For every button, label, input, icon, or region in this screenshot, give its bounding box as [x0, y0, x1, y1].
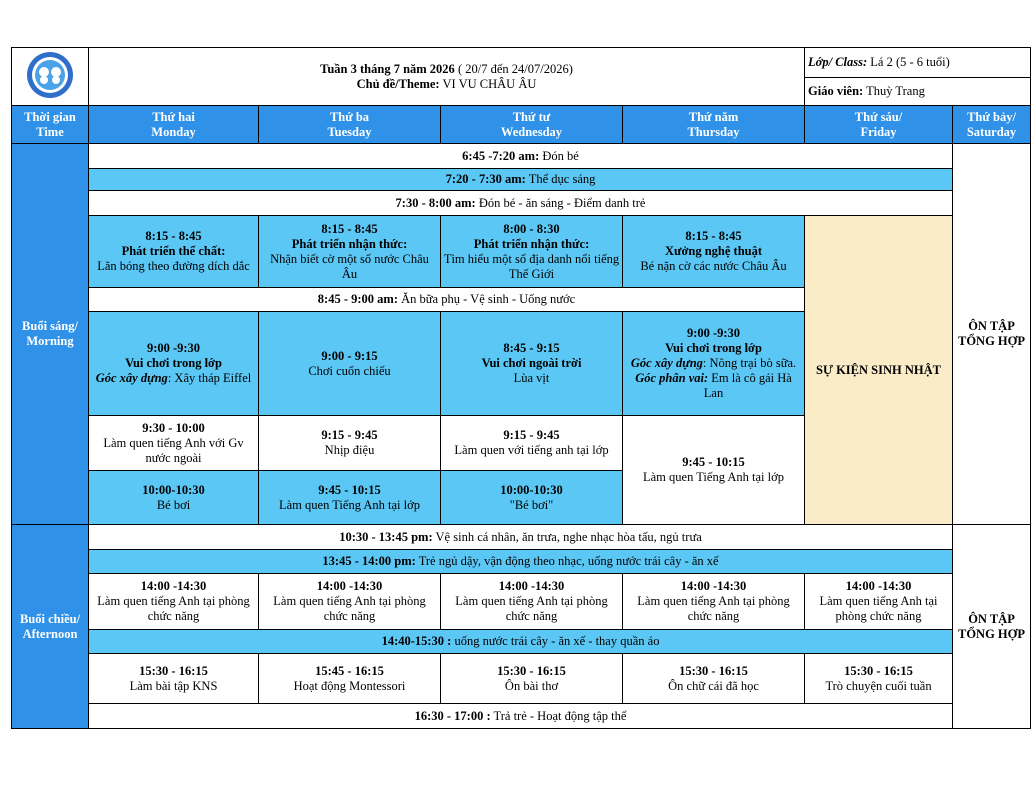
col-header-friday: Thứ sáu/ Friday — [805, 106, 953, 144]
wed-activity-3: 9:15 - 9:45 Làm quen với tiếng anh tại lớp — [441, 416, 623, 471]
row-wake-up: 13:45 - 14:00 pm: Trẻ ngủ dậy, vận động theo nhạc, uống nước trái cây - ăn xế — [89, 550, 953, 574]
row-snack: 8:45 - 9:00 am: Ăn bữa phụ - Vệ sinh - Uống nước — [89, 288, 805, 312]
tue-afternoon-1: 14:00 -14:30 Làm quen tiếng Anh tại phòng chức năng — [259, 574, 441, 630]
thu-activity-1: 8:15 - 8:45 Xưởng nghệ thuật Bé nặn cờ các nước Châu Âu — [623, 216, 805, 288]
mon-afternoon-2: 15:30 - 16:15 Làm bài tập KNS — [89, 654, 259, 704]
tue-activity-3: 9:15 - 9:45 Nhịp điệu — [259, 416, 441, 471]
school-logo — [12, 48, 89, 106]
row-morning-exercise: 7:20 - 7:30 am: Thể dục sáng — [89, 169, 953, 191]
class-value: Lá 2 (5 - 6 tuổi) — [870, 55, 950, 69]
theme-label: Chủ đề/Theme: — [356, 76, 440, 91]
schedule — [11, 47, 1030, 733]
teacher-info — [805, 78, 1031, 106]
tue-afternoon-2: 15:45 - 16:15 Hoạt động Montessori — [259, 654, 441, 704]
wed-activity-1: 8:00 - 8:30 Phát triển nhận thức: Tìm hiểu một số địa danh nổi tiếng Thế Giới — [441, 216, 623, 288]
col-header-time: Thời gian Time — [12, 106, 89, 144]
row-breakfast: 7:30 - 8:00 am: Đón bé - ăn sáng - Điểm danh trẻ — [89, 191, 953, 216]
weekly-schedule-table — [11, 47, 1031, 729]
row-lunch-nap: 10:30 - 13:45 pm: Vệ sinh cá nhân, ăn trưa, nghe nhạc hòa tấu, ngủ trưa — [89, 525, 953, 550]
col-header-thursday: Thứ năm Thursday — [623, 106, 805, 144]
week-range: ( 20/7 đến 24/07/2026) — [457, 61, 573, 76]
thu-activity-2: 9:00 -9:30 Vui chơi trong lớp Góc xây dựng: Nông trại bò sữa. Góc phân vai: Em là cô gái Hà Lan — [623, 312, 805, 416]
mon-activity-1: 8:15 - 8:45 Phát triển thể chất: Lăn bóng theo đường dích dắc — [89, 216, 259, 288]
wed-activity-2: 8:45 - 9:15 Vui chơi ngoài trời Lùa vịt — [441, 312, 623, 416]
saturday-morning-review: ÔN TẬP TỔNG HỢP — [953, 144, 1031, 525]
col-header-saturday: Thứ bảy/ Saturday — [953, 106, 1031, 144]
row-arrival: 6:45 -7:20 am: Đón bé — [89, 144, 953, 169]
wed-afternoon-1: 14:00 -14:30 Làm quen tiếng Anh tại phòng chức năng — [441, 574, 623, 630]
tue-activity-4: 9:45 - 10:15 Làm quen Tiếng Anh tại lớp — [259, 471, 441, 525]
mon-activity-3: 9:30 - 10:00 Làm quen tiếng Anh với Gv nước ngoài — [89, 416, 259, 471]
saturday-afternoon-review: ÔN TẬP TỔNG HỢP — [953, 525, 1031, 729]
mon-afternoon-1: 14:00 -14:30 Làm quen tiếng Anh tại phòng chức năng — [89, 574, 259, 630]
row-afternoon-snack: 14:40-15:30 : uống nước trái cây - ăn xế - thay quần áo — [89, 630, 953, 654]
theme-value: VI VU CHÂU ÂU — [442, 76, 537, 91]
row-pickup: 16:30 - 17:00 : Trả trẻ - Hoạt động tập thể — [89, 704, 953, 729]
col-header-tuesday: Thứ ba Tuesday — [259, 106, 441, 144]
teacher-value: Thuỳ Trang — [866, 84, 925, 98]
mon-activity-4: 10:00-10:30 Bé bơi — [89, 471, 259, 525]
class-label: Lớp/ Class: — [808, 55, 868, 69]
col-header-wednesday: Thứ tư Wednesday — [441, 106, 623, 144]
mon-activity-2: 9:00 -9:30 Vui chơi trong lớp Góc xây dựng: Xây tháp Eiffel — [89, 312, 259, 416]
thu-afternoon-2: 15:30 - 16:15 Ôn chữ cái đã học — [623, 654, 805, 704]
fri-afternoon-2: 15:30 - 16:15 Trò chuyện cuối tuần — [805, 654, 953, 704]
class-info — [805, 48, 1031, 78]
friday-birthday-event: SỰ KIỆN SINH NHẬT — [805, 216, 953, 525]
col-header-monday: Thứ hai Monday — [89, 106, 259, 144]
tue-activity-1: 8:15 - 8:45 Phát triển nhận thức: Nhận biết cờ một số nước Châu Âu — [259, 216, 441, 288]
tue-activity-2: 9:00 - 9:15 Chơi cuốn chiếu — [259, 312, 441, 416]
week-title: Tuần 3 tháng 7 năm 2026 — [320, 61, 455, 76]
wed-activity-4: 10:00-10:30 "Bé bơi" — [441, 471, 623, 525]
thu-afternoon-1: 14:00 -14:30 Làm quen tiếng Anh tại phòng chức năng — [623, 574, 805, 630]
wed-afternoon-2: 15:30 - 16:15 Ôn bài thơ — [441, 654, 623, 704]
school-logo-icon — [20, 50, 80, 100]
fri-afternoon-1: 14:00 -14:30 Làm quen tiếng Anh tại phòng chức năng — [805, 574, 953, 630]
session-afternoon: Buổi chiều/ Afternoon — [12, 525, 89, 729]
teacher-label: Giáo viên: — [808, 84, 864, 98]
thu-activity-3: 9:45 - 10:15 Làm quen Tiếng Anh tại lớp — [623, 416, 805, 525]
week-heading — [89, 48, 805, 106]
session-morning: Buổi sáng/ Morning — [12, 144, 89, 525]
